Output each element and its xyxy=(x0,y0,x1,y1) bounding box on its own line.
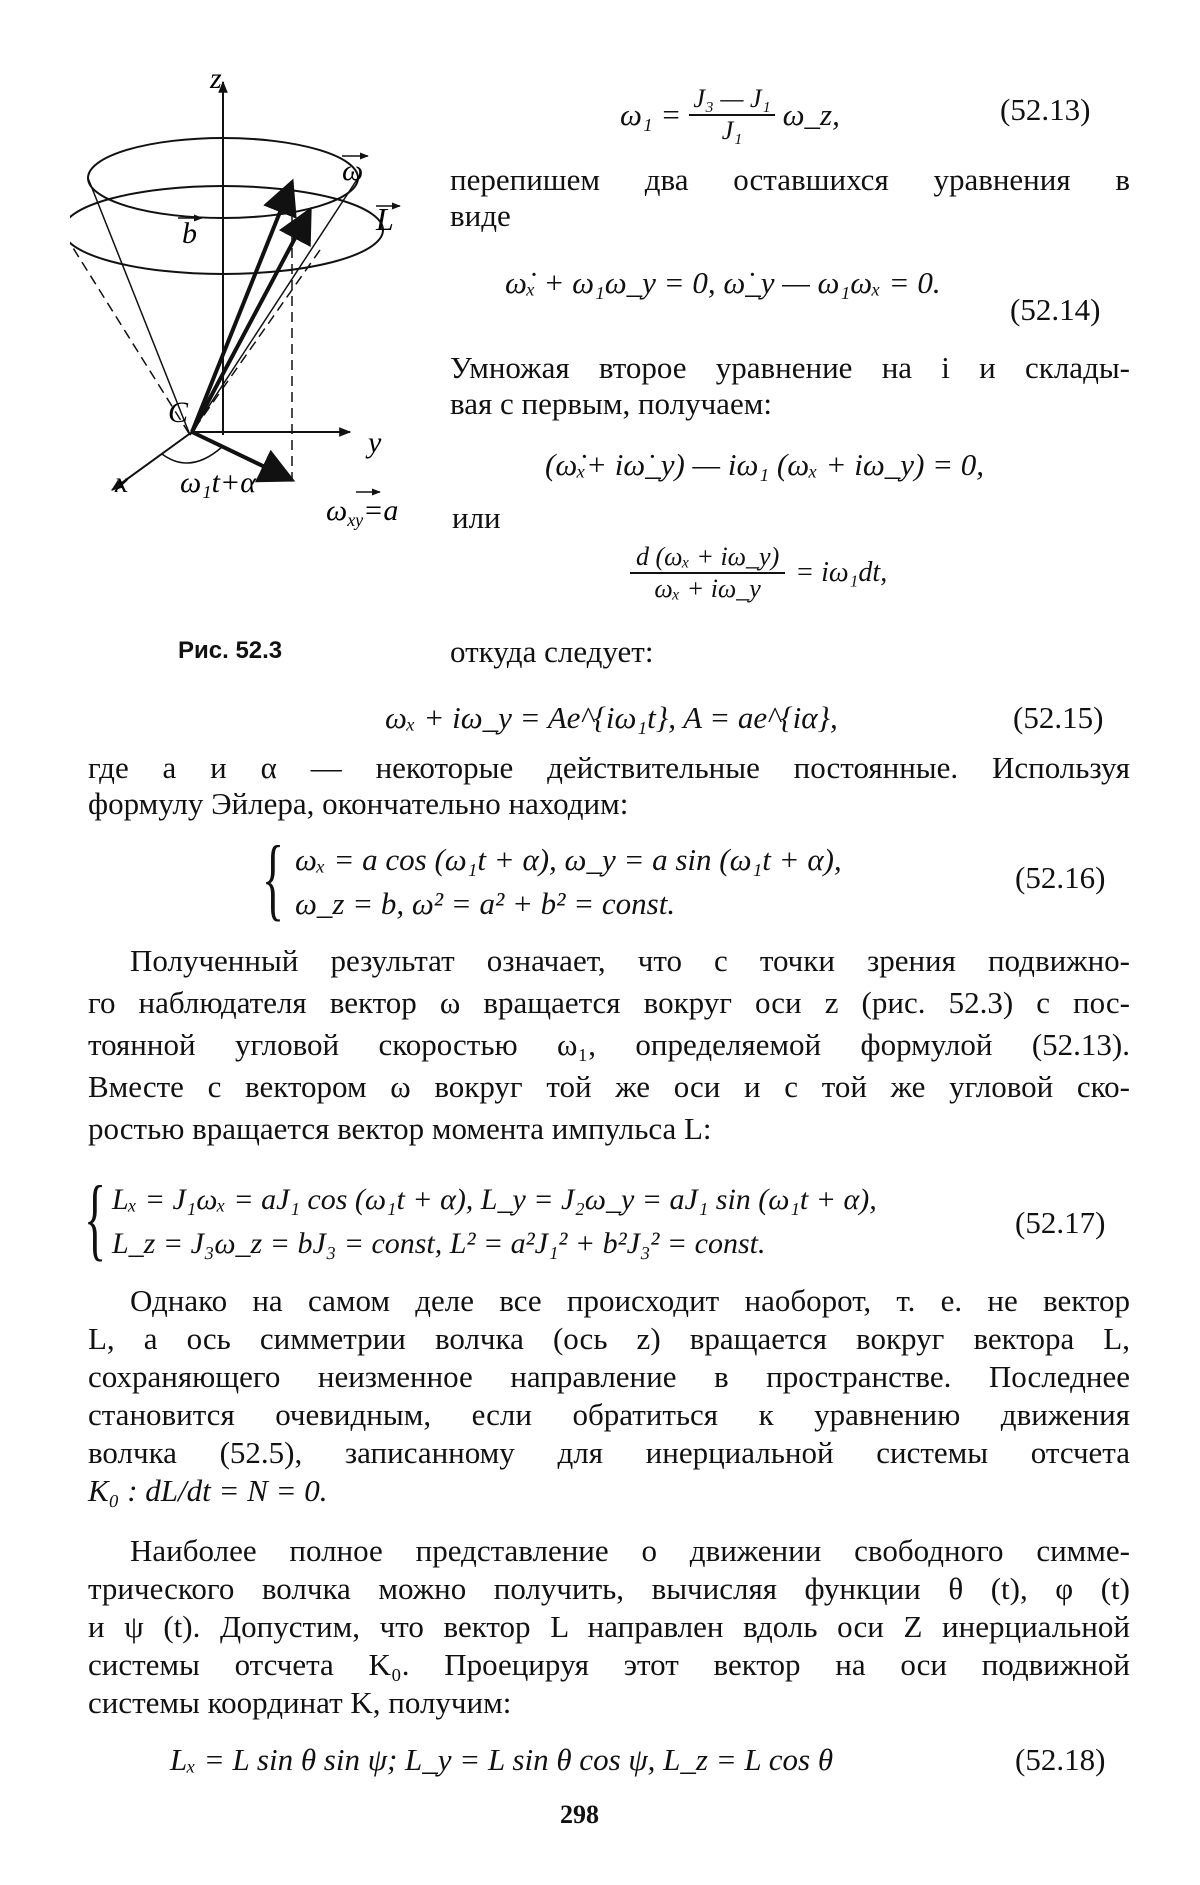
para6-line: и ψ (t). Допустим, что вектор L направлен вдоль оси Z инерциальной xyxy=(88,1609,1130,1644)
label-x: x xyxy=(115,466,129,499)
label-b: b xyxy=(182,217,197,250)
eq-unnumbered-2-num: d (ωₓ + iω_y) xyxy=(630,542,785,574)
para5-line: L, а ось симметрии волчка (ось z) вращается вокруг вектора L, xyxy=(88,1321,1130,1356)
para1 xyxy=(450,162,1130,234)
lower-cone-ellipse xyxy=(70,186,383,274)
eq-52-15: ωₓ + iω_y = Ae^{iω₁t}, A = ae^{iα}, xyxy=(385,700,838,735)
eq-52-17 xyxy=(112,1178,877,1266)
label-C: C xyxy=(168,396,189,429)
eq-52-13-number: (52.13) xyxy=(1000,92,1091,127)
para4-line: Полученный результат означает, что с точки зрения подвижно- xyxy=(130,943,1130,978)
eq-52-13-lhs: ω₁ = xyxy=(620,97,682,132)
eq-52-16-line1: ωₓ = a cos (ω₁t + α), ω_y = a sin (ω₁t + α), xyxy=(295,842,842,877)
whence-text: откуда следует: xyxy=(450,634,654,669)
eq-52-16 xyxy=(295,838,842,926)
omega-vector xyxy=(192,182,292,432)
para1-line: перепишем два оставшихся уравнения в xyxy=(450,162,1130,197)
label-z: z xyxy=(210,62,222,95)
eq-52-18-number: (52.18) xyxy=(1015,1742,1106,1777)
eq-52-17-line2: L_z = J₃ω_z = bJ₃ = const, L² = a²J₁² + b²J₃² = const. xyxy=(112,1227,766,1260)
para6-line: системы координат K, получим: xyxy=(88,1685,512,1720)
para3-line: где a и α — некоторые действительные постоянные. Используя xyxy=(88,750,1130,785)
eq-52-14: ω̇ₓ + ω₁ω_y = 0, ω̇_y — ω₁ωₓ = 0. xyxy=(505,265,941,300)
para6-line: Наиболее полное представление о движении свободного симме- xyxy=(130,1533,1130,1568)
para2-line: Умножая второе уравнение на i и склады- xyxy=(450,350,1130,385)
para4-line: го наблюдателя вектор ω вращается вокруг оси z (рис. 52.3) с пос- xyxy=(88,985,1130,1020)
label-omega-xy: $\omega_{xy}=a$ xyxy=(326,494,399,530)
eq-52-17-line1: Lₓ = J₁ωₓ = aJ₁ cos (ω₁t + α), L_y = J₂ω_y = aJ₁ sin (ω₁t + α), xyxy=(112,1183,877,1216)
eq-52-16-number: (52.16) xyxy=(1015,860,1106,895)
para4-line: Вместе с вектором ω вокруг той же оси и с той же угловой ско- xyxy=(88,1069,1130,1104)
eq-52-16-line2: ω_z = b, ω² = a² + b² = const. xyxy=(295,886,676,921)
para2-line: вая с первым, получаем: xyxy=(450,386,772,421)
angle-arc xyxy=(162,447,222,463)
para4-line: тоянной угловой скоростью ω₁, определяемой формулой (52.13). xyxy=(88,1027,1130,1062)
eq-52-17-number: (52.17) xyxy=(1015,1205,1106,1240)
para5-line: сохраняющего неизменное направление в пространстве. Последнее xyxy=(88,1359,1130,1394)
para5-line: K₀ : dL/dt = N = 0. xyxy=(88,1473,328,1508)
para3-line: формулу Эйлера, окончательно находим: xyxy=(88,786,629,821)
para5 xyxy=(88,1282,1130,1510)
para5-line: становится очевидным, если обратиться к уравнению движения xyxy=(88,1397,1130,1432)
eq-52-13-den: J₁ xyxy=(721,116,743,145)
label-L: L xyxy=(376,201,394,237)
eq-unnumbered-2 xyxy=(630,542,887,604)
para4 xyxy=(88,940,1130,1150)
figure-caption: Рис. 52.3 xyxy=(178,637,283,664)
label-omega: ω xyxy=(342,154,364,187)
figure-52-3 xyxy=(70,60,450,670)
page-number: 298 xyxy=(560,1800,599,1829)
para5-line: Однако на самом деле все происходит наоборот, т. е. не вектор xyxy=(130,1283,1130,1318)
or-word: или xyxy=(452,500,501,535)
para4-line: ростью вращается вектор момента импульса L: xyxy=(88,1111,712,1146)
label-angle: ω₁t+α xyxy=(180,466,256,499)
eq-52-18: Lₓ = L sin θ sin ψ; L_y = L sin θ cos ψ, L_z = L cos θ xyxy=(170,1742,834,1777)
eq-unnumbered-2-den: ωₓ + iω_y xyxy=(654,574,761,603)
label-y: y xyxy=(368,426,382,459)
cone-side-right xyxy=(190,178,358,435)
para6-line: трического волчка можно получить, вычисляя функции θ (t), φ (t) xyxy=(88,1571,1130,1606)
para6-line: системы отсчета K₀. Проецируя этот вектор на оси подвижной xyxy=(88,1647,1130,1682)
eq-unnumbered-1: (ω̇ₓ+ iω̇_y) — iω₁ (ωₓ + iω_y) = 0, xyxy=(545,447,985,482)
para5-line: волчка (52.5), записанному для инерциальной системы отсчета xyxy=(88,1435,1130,1470)
eq-52-17-brace: { xyxy=(84,1167,107,1269)
eq-unnumbered-2-rhs: = iω₁dt, xyxy=(795,557,888,588)
eq-52-13-rhs: ω_z, xyxy=(782,97,840,132)
eq-52-13 xyxy=(620,84,840,146)
eq-52-13-fraction xyxy=(689,84,774,146)
para2 xyxy=(450,350,1130,422)
para1-line: виде xyxy=(450,198,511,233)
para3 xyxy=(88,750,1130,822)
eq-52-13-num: J₃ — J₁ xyxy=(689,84,774,116)
eq-52-16-brace: { xyxy=(262,827,285,929)
eq-52-14-number: (52.14) xyxy=(1010,292,1101,327)
eq-unnumbered-2-fraction xyxy=(630,542,785,604)
para6 xyxy=(88,1532,1130,1722)
eq-52-15-number: (52.15) xyxy=(1013,700,1104,735)
